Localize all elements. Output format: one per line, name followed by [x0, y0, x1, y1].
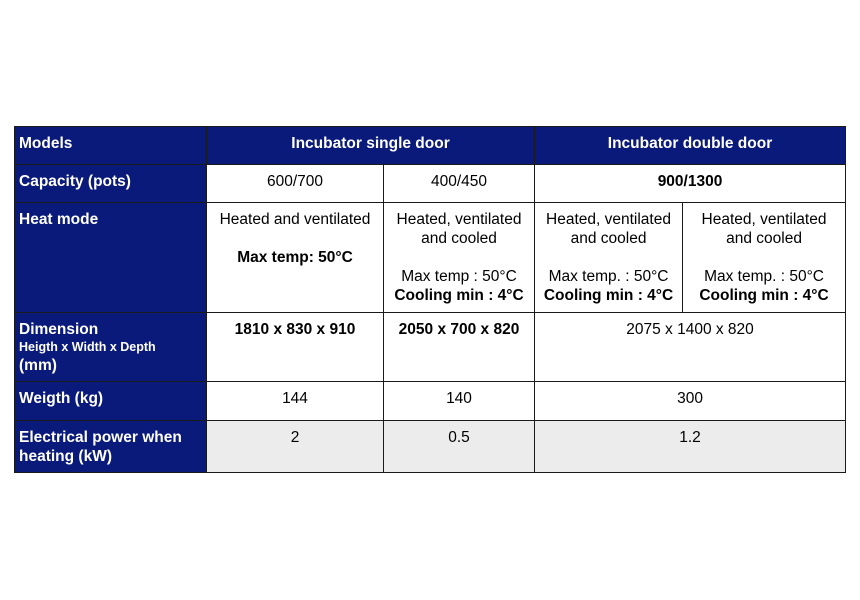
capacity-double: 900/1300: [535, 165, 846, 203]
capacity-label: Capacity (pots): [15, 165, 207, 203]
heat-mode-row: [15, 203, 846, 313]
heat-mode-single-2: [384, 203, 535, 313]
weight-double: 300: [535, 382, 846, 421]
capacity-single-1: 600/700: [207, 165, 384, 203]
weight-single-2: 140: [384, 382, 535, 421]
capacity-row: [15, 165, 846, 203]
heat-mode-label: Heat mode: [15, 203, 207, 313]
capacity-single-2: 400/450: [384, 165, 535, 203]
heat-mode-double-1-max: Max temp. : 50°C: [548, 268, 669, 285]
single-door-header: Incubator single door: [207, 127, 535, 165]
heat-mode-double-2: [683, 203, 846, 313]
heat-mode-single-2-cool: Cooling min : 4°C: [394, 287, 524, 304]
heat-mode-single-1-max: Max temp: 50°C: [237, 249, 353, 266]
weight-row: [15, 382, 846, 421]
power-double: 1.2: [535, 421, 846, 473]
heat-mode-single-1-text: Heated and ventilated: [219, 211, 371, 228]
power-single-2: 0.5: [384, 421, 535, 473]
power-label-2: heating (kW): [19, 448, 112, 465]
heat-mode-single-1: [207, 203, 384, 313]
weight-single-1: 144: [207, 382, 384, 421]
heat-mode-double-2-text-2: and cooled: [726, 230, 802, 247]
heat-mode-double-2-text-1: Heated, ventilated: [701, 211, 827, 228]
heat-mode-single-2-text-2: and cooled: [421, 230, 497, 247]
heat-mode-single-2-max: Max temp : 50°C: [401, 268, 517, 285]
heat-mode-double-2-cool: Cooling min : 4°C: [699, 287, 829, 304]
dimension-double: 2075 x 1400 x 820: [535, 313, 846, 382]
power-single-1: 2: [207, 421, 384, 473]
weight-label: Weigth (kg): [15, 382, 207, 421]
dimension-label: Dimension: [19, 321, 99, 338]
heat-mode-double-1-text-1: Heated, ventilated: [546, 211, 671, 228]
power-row: [15, 421, 846, 473]
models-header: Models: [15, 127, 207, 165]
specifications-table: [14, 126, 846, 473]
dimension-unit: (mm): [19, 357, 57, 374]
power-label-1: Electrical power when: [19, 429, 182, 446]
double-door-header: Incubator double door: [535, 127, 846, 165]
heat-mode-double-2-max: Max temp. : 50°C: [704, 268, 824, 285]
heat-mode-double-1-cool: Cooling min : 4°C: [543, 287, 674, 304]
heat-mode-double-1-text-2: and cooled: [570, 230, 647, 247]
dimension-single-1: 1810 x 830 x 910: [207, 313, 384, 382]
dimension-row: [15, 313, 846, 382]
heat-mode-double-1: [535, 203, 683, 313]
power-label-cell: [15, 421, 207, 473]
dimension-sublabel: Heigth x Width x Depth: [19, 340, 156, 354]
dimension-label-cell: [15, 313, 207, 382]
heat-mode-single-2-text-1: Heated, ventilated: [396, 211, 522, 228]
header-row: [15, 127, 846, 165]
dimension-single-2: 2050 x 700 x 820: [384, 313, 535, 382]
